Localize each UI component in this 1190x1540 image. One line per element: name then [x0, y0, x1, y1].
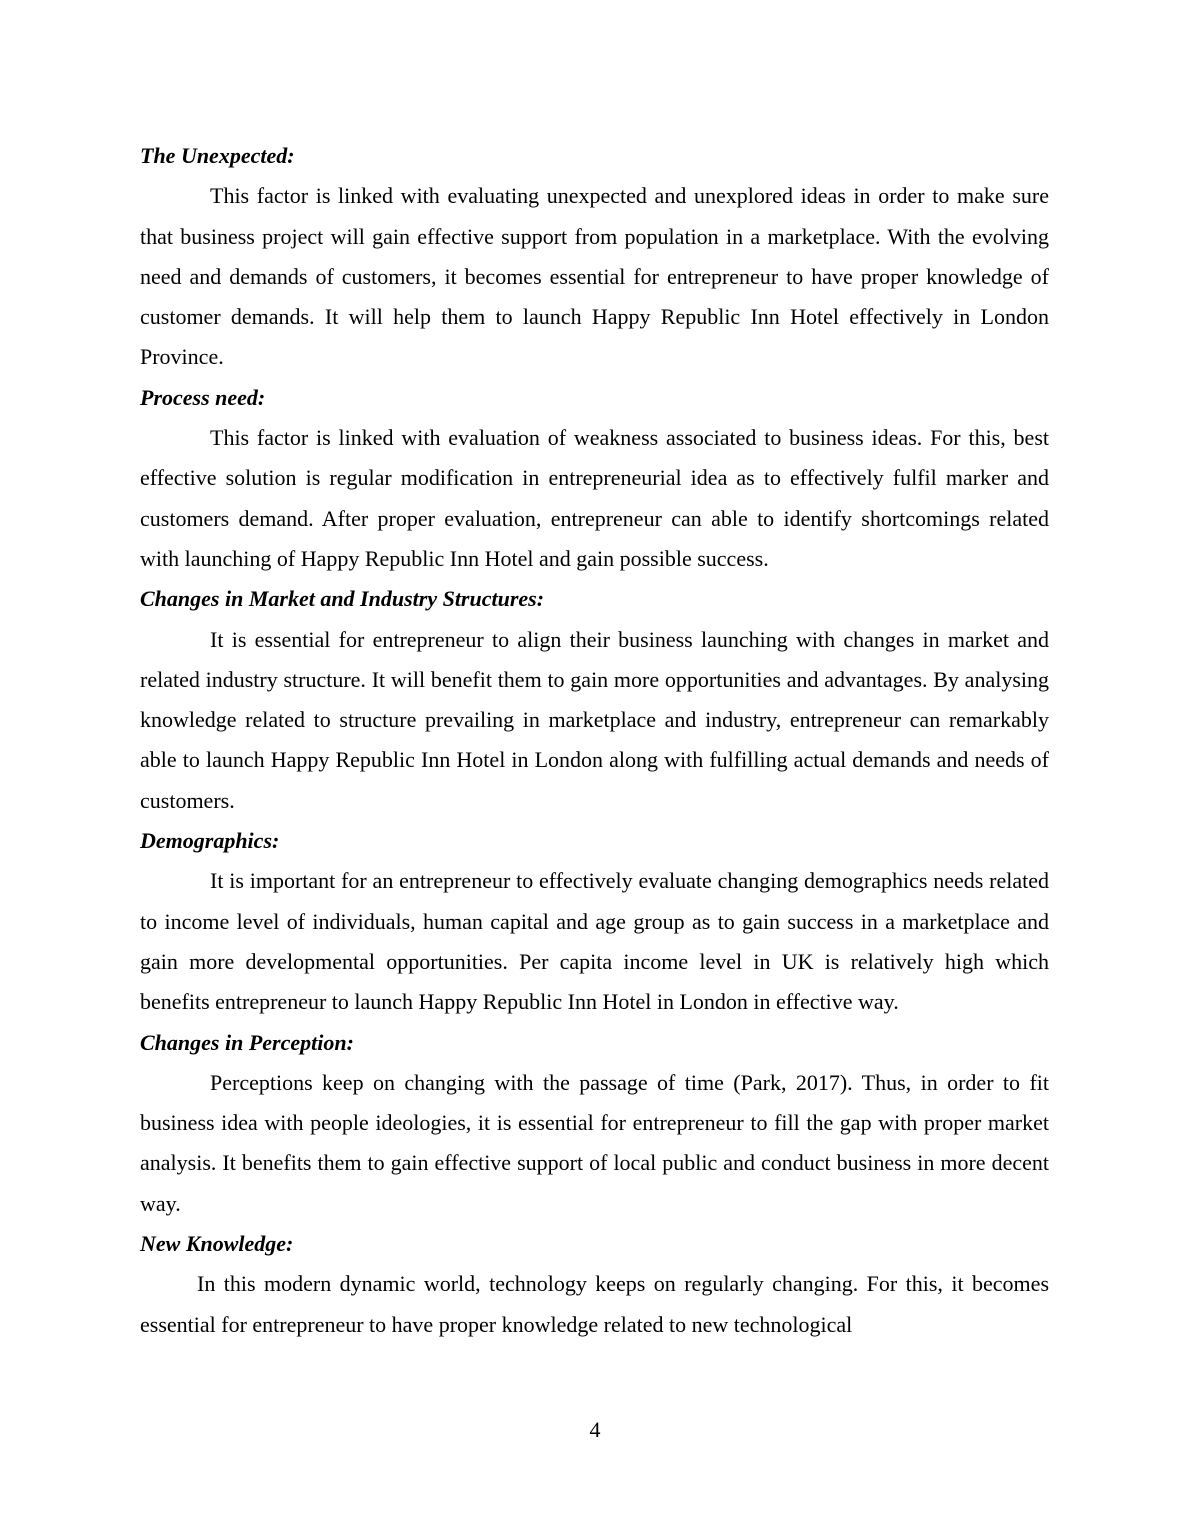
page-number: 4 [589, 1417, 601, 1442]
section-heading-the-unexpected: The Unexpected: [140, 143, 295, 168]
section-heading-demographics: Demographics: [140, 828, 280, 854]
section-paragraph-new-knowledge: In this modern dynamic world, technology keeps on regularly changing. For this, it becomes essential for entrepreneur to have proper knowledge related to new technological [140, 1271, 1049, 1337]
section-heading-new-knowledge: New Knowledge: [140, 1231, 294, 1257]
section-paragraph-demographics: It is important for an entrepreneur to effectively evaluate changing demographics needs related to income level of individuals, human capital and age group as to gain success in a marketplace and gain more developmental opportunities. Per capita income level in UK is relatively high which benefits entrepreneur to launch Happy Republic Inn Hotel in London in effective way. [140, 868, 1049, 1015]
section-paragraph-market-industry-structures: It is essential for entrepreneur to align their business launching with changes in market and related industry structure. It will benefit them to gain more opportunities and advantages. By analysing knowledge related to structure prevailing in marketplace and industry, entrepreneur can remarkably able to launch Happy Republic Inn Hotel in London along with fulfilling actual demands and needs of customers. [140, 626, 1049, 813]
section-paragraph-the-unexpected: This factor is linked with evaluating unexpected and unexplored ideas in order to make sure that business project will gain effective support from population in a marketplace. With the evolving need and demands of customers, it becomes essential for entrepreneur to have proper knowledge of customer demands. It will help them to launch Happy Republic Inn Hotel effectively in London Province. [140, 183, 1049, 370]
section-heading-process-need: Process need: [140, 384, 266, 410]
section-heading-changes-in-perception: Changes in Perception: [140, 1029, 354, 1055]
section-heading-market-industry-structures: Changes in Market and Industry Structures: [140, 586, 545, 612]
section-paragraph-process-need: This factor is linked with evaluation of weakness associated to business ideas. For this, best effective solution is regular modification in entrepreneurial idea as to effectively fulfil marker and customers demand. After proper evaluation, entrepreneur can able to identify shortcomings related with launching of Happy Republic Inn Hotel and gain possible success. [140, 425, 1049, 571]
section-paragraph-changes-in-perception: Perceptions keep on changing with the passage of time (Park, 2017). Thus, in order to fit business idea with people ideologies, it is essential for entrepreneur to fill the gap with proper market analysis. It benefits them to gain effective support of local public and conduct business in more decent way. [140, 1069, 1049, 1216]
document-page [140, 136, 1049, 1345]
